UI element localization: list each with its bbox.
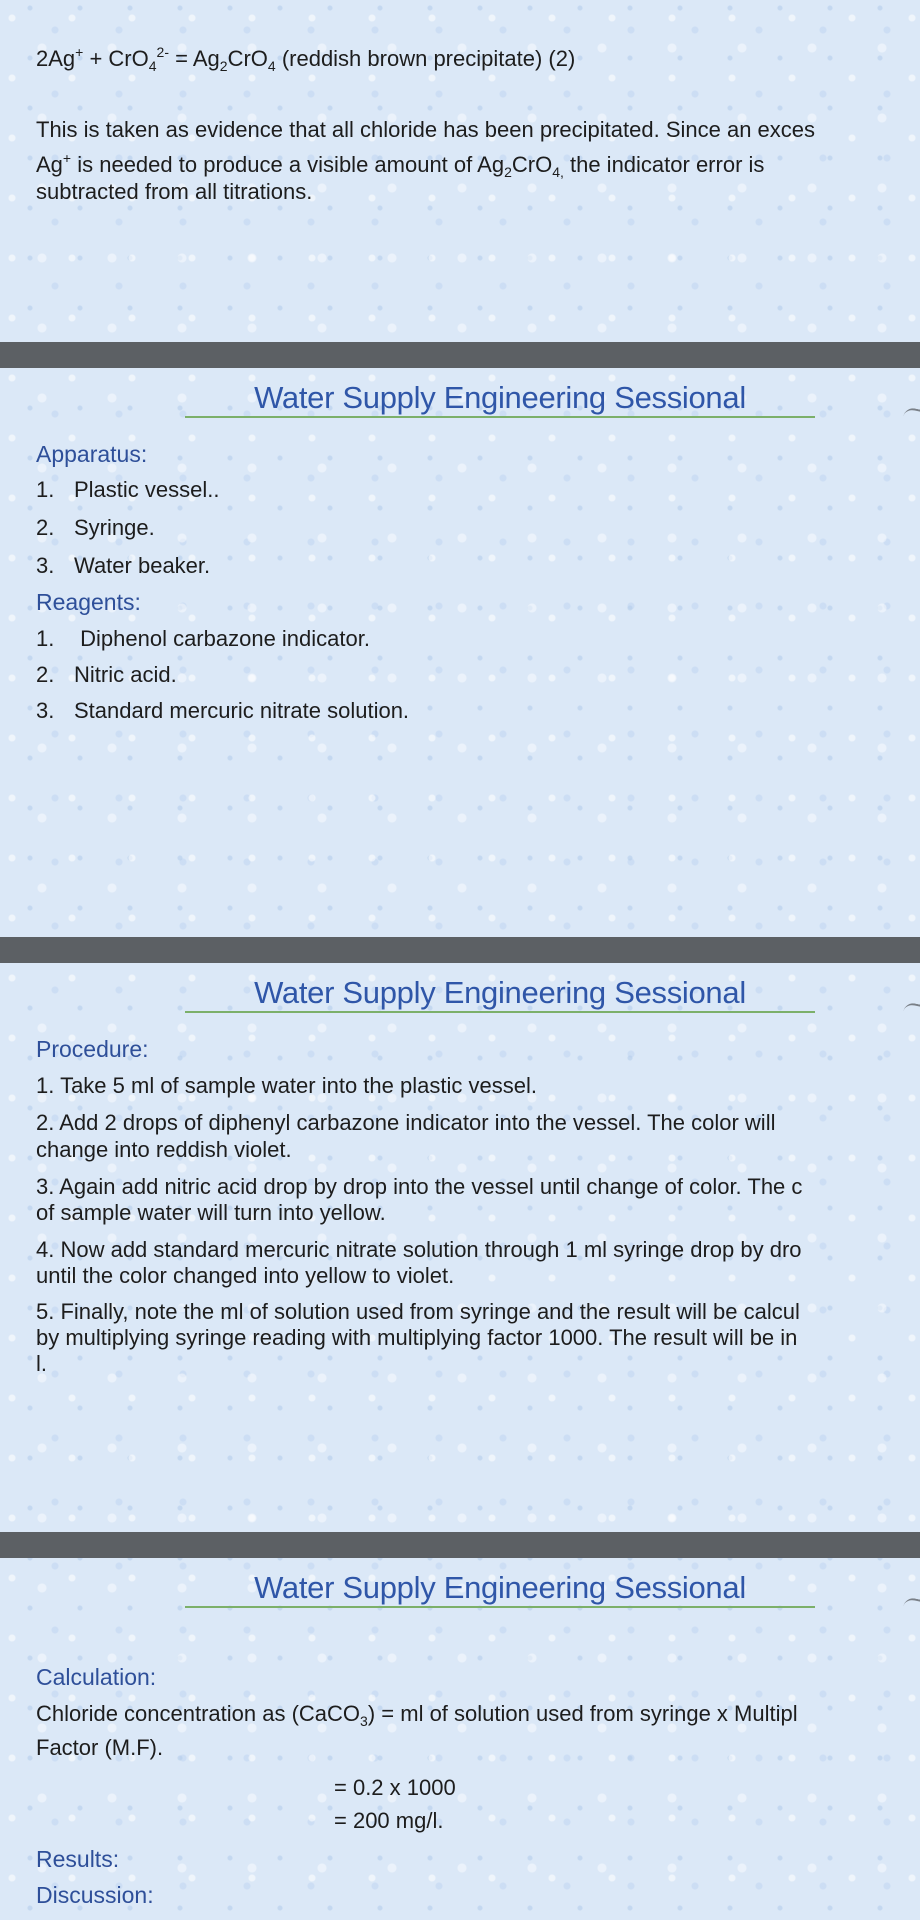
procedure-step: 1. Take 5 ml of sample water into the plastic vessel.: [36, 1073, 537, 1098]
procedure-step-cont: until the color changed into yellow to violet.: [36, 1263, 455, 1288]
calculation-heading: Calculation:: [36, 1664, 157, 1690]
precipitation-equation: $2Ag^+ + CrO_4^{2-} = Ag_2CrO_4$ (reddish brown precipitate) (2): [36, 44, 576, 74]
apparatus-item: 1. Plastic vessel..: [36, 477, 220, 502]
reagent-item: 2. Nitric acid.: [36, 662, 177, 687]
apparatus-item: 3. Water beaker.: [36, 553, 211, 578]
procedure-step: 2. Add 2 drops of diphenyl carbazone indicator into the vessel. The color will: [36, 1110, 776, 1135]
header-underline: [185, 1606, 815, 1608]
procedure-step: 4. Now add standard mercuric nitrate solution through 1 ml syringe drop by dro: [36, 1237, 802, 1262]
calculation-step-2: = 200 mg/l.: [334, 1808, 444, 1833]
reagents-heading: Reagents:: [36, 589, 141, 615]
procedure-heading: Procedure:: [36, 1036, 149, 1062]
procedure-step-cont: of sample water will turn into yellow.: [36, 1200, 386, 1225]
procedure-step-cont: l.: [36, 1351, 47, 1376]
procedure-step: 3. Again add nitric acid drop by drop into the vessel until change of color. The c: [36, 1174, 803, 1199]
procedure-step-cont: by multiplying syringe reading with multiplying factor 1000. The result will be in: [36, 1325, 798, 1350]
evidence-paragraph-line-2: Ag+ is needed to produce a visible amount of $Ag_2CrO_{4,}$ the indicator error is: [36, 150, 765, 180]
evidence-paragraph-line-3: subtracted from all titrations.: [36, 179, 313, 204]
page-header-title: Water Supply Engineering Sessional: [254, 975, 746, 1010]
header-underline: [185, 416, 815, 418]
evidence-paragraph-line-1: This is taken as evidence that all chloride has been precipitated. Since an exces: [36, 117, 816, 142]
calculation-line-1: Chloride concentration as (CaCO$_3$) = ml of solution used from syringe x Multipl: [36, 1701, 798, 1729]
page-divider: [0, 937, 920, 963]
calculation-step-1: = 0.2 x 1000: [334, 1775, 456, 1800]
results-heading: Results:: [36, 1846, 120, 1872]
procedure-step-cont: change into reddish violet.: [36, 1137, 292, 1162]
reagent-item: 1. Diphenol carbazone indicator.: [36, 626, 370, 651]
apparatus-item: 2. Syringe.: [36, 515, 155, 540]
apparatus-heading: Apparatus:: [36, 441, 148, 467]
discussion-heading: Discussion:: [36, 1882, 154, 1908]
header-underline: [185, 1011, 815, 1013]
page-divider: [0, 342, 920, 368]
page-header-title: Water Supply Engineering Sessional: [254, 1570, 746, 1605]
calculation-line-2: Factor (M.F).: [36, 1735, 164, 1760]
page-divider: [0, 1532, 920, 1558]
reagent-item: 3. Standard mercuric nitrate solution.: [36, 698, 410, 723]
procedure-step: 5. Finally, note the ml of solution used from syringe and the result will be calcul: [36, 1299, 800, 1324]
page-header-title: Water Supply Engineering Sessional: [254, 380, 746, 415]
